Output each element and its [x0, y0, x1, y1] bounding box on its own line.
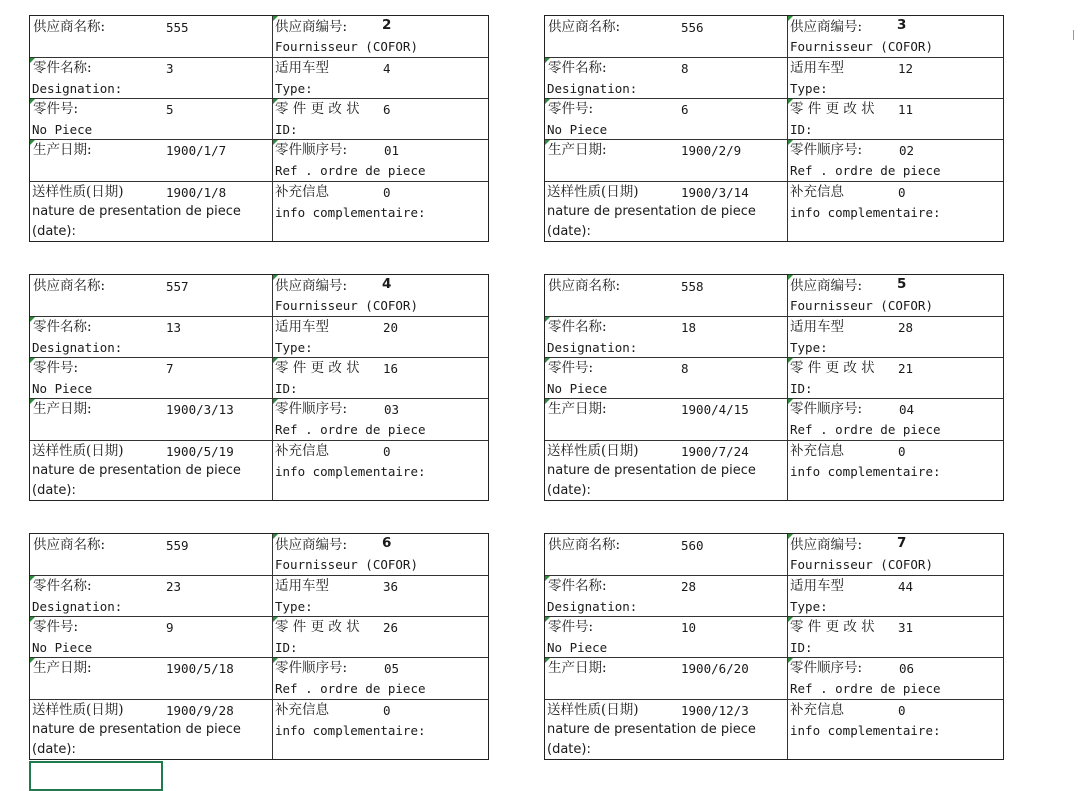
- cofor-label[interactable]: Fournisseur (COFOR): [790, 557, 933, 572]
- part-no-label[interactable]: 零件号:: [33, 360, 79, 376]
- row-divider: [545, 575, 1003, 576]
- change-state-label[interactable]: 零 件 更 改 状: [275, 619, 360, 635]
- part-name-value[interactable]: 13: [166, 320, 182, 335]
- supplier-name-label[interactable]: 供应商名称:: [548, 537, 621, 553]
- comment-indicator-icon: [788, 617, 793, 622]
- part-order-value[interactable]: 04: [899, 402, 915, 417]
- comment-indicator-icon: [788, 658, 793, 663]
- column-divider: [787, 275, 788, 500]
- part-no-value[interactable]: 10: [681, 620, 697, 635]
- comment-indicator-icon: [30, 576, 35, 581]
- supplier-code-label[interactable]: 供应商编号:: [790, 19, 863, 35]
- comment-indicator-icon: [273, 16, 278, 21]
- comment-indicator-icon: [273, 358, 278, 363]
- part-no-label[interactable]: 零件号:: [548, 360, 594, 376]
- row-divider: [30, 316, 488, 317]
- supplier-name-label[interactable]: 供应商名称:: [548, 278, 621, 294]
- vehicle-type-value[interactable]: 20: [383, 320, 399, 335]
- date-label[interactable]: (date):: [32, 224, 76, 239]
- column-divider: [272, 275, 273, 500]
- row-divider: [30, 57, 488, 58]
- production-date-label[interactable]: 生产日期:: [33, 401, 92, 417]
- date-label[interactable]: (date):: [547, 742, 591, 757]
- id-label[interactable]: ID:: [275, 381, 298, 396]
- extra-info-label[interactable]: 补充信息: [275, 184, 329, 200]
- nature-presentation-label[interactable]: nature de presentation de piece: [32, 204, 241, 219]
- comment-indicator-icon: [788, 140, 793, 145]
- vehicle-type-value[interactable]: 28: [898, 320, 914, 335]
- cofor-label[interactable]: Fournisseur (COFOR): [275, 298, 418, 313]
- change-state-value[interactable]: 6: [383, 102, 391, 117]
- part-name-label[interactable]: 零件名称:: [548, 60, 607, 76]
- sample-nature-label[interactable]: 送样性质(日期): [32, 184, 124, 200]
- row-divider: [30, 440, 488, 441]
- row-divider: [30, 575, 488, 576]
- part-order-value[interactable]: 06: [899, 661, 915, 676]
- row-divider: [545, 357, 1003, 358]
- sample-nature-label[interactable]: 送样性质(日期): [547, 443, 639, 459]
- sample-nature-label[interactable]: 送样性质(日期): [547, 184, 639, 200]
- comment-indicator-icon: [273, 658, 278, 663]
- ref-order-label[interactable]: Ref . ordre de piece: [790, 163, 941, 178]
- column-divider: [272, 534, 273, 759]
- production-date-value[interactable]: 1900/6/20: [681, 661, 749, 676]
- part-order-label[interactable]: 零件顺序号:: [790, 660, 863, 676]
- sample-nature-value[interactable]: 1900/5/19: [166, 444, 234, 459]
- comment-indicator-icon: [788, 275, 793, 280]
- supplier-name-value[interactable]: 558: [681, 279, 704, 294]
- supplier-name-value[interactable]: 556: [681, 20, 704, 35]
- part-no-label[interactable]: 零件号:: [548, 101, 594, 117]
- id-label[interactable]: ID:: [275, 122, 298, 137]
- cofor-label[interactable]: Fournisseur (COFOR): [790, 298, 933, 313]
- part-name-value[interactable]: 23: [166, 579, 182, 594]
- sample-label-card: [29, 15, 489, 242]
- supplier-name-value[interactable]: 557: [166, 279, 189, 294]
- info-complementaire-label[interactable]: info complementaire:: [790, 723, 941, 738]
- comment-indicator-icon: [273, 617, 278, 622]
- comment-indicator-icon: [273, 140, 278, 145]
- comment-indicator-icon: [788, 358, 793, 363]
- change-state-value[interactable]: 31: [898, 620, 914, 635]
- info-complementaire-label[interactable]: info complementaire:: [275, 723, 426, 738]
- row-divider: [30, 616, 488, 617]
- vehicle-type-label[interactable]: 适用车型: [790, 319, 844, 335]
- vehicle-type-value[interactable]: 44: [898, 579, 914, 594]
- supplier-code-label[interactable]: 供应商编号:: [275, 537, 348, 553]
- extra-info-label[interactable]: 补充信息: [790, 443, 844, 459]
- change-state-label[interactable]: 零 件 更 改 状: [790, 619, 875, 635]
- change-state-value[interactable]: 16: [383, 361, 399, 376]
- supplier-code-label[interactable]: 供应商编号:: [790, 278, 863, 294]
- no-piece-label[interactable]: No Piece: [547, 640, 608, 655]
- type-label[interactable]: Type:: [275, 599, 313, 614]
- comment-indicator-icon: [273, 399, 278, 404]
- row-divider: [545, 98, 1003, 99]
- sample-nature-label[interactable]: 送样性质(日期): [32, 443, 124, 459]
- cofor-label[interactable]: Fournisseur (COFOR): [275, 39, 418, 54]
- id-label[interactable]: ID:: [275, 640, 298, 655]
- no-piece-label[interactable]: No Piece: [547, 122, 608, 137]
- part-name-value[interactable]: 28: [681, 579, 697, 594]
- supplier-code-value[interactable]: 7: [897, 535, 907, 551]
- production-date-label[interactable]: 生产日期:: [548, 142, 607, 158]
- extra-info-value[interactable]: 0: [898, 703, 906, 718]
- ref-order-label[interactable]: Ref . ordre de piece: [275, 163, 426, 178]
- row-divider: [30, 98, 488, 99]
- part-order-value[interactable]: 02: [899, 143, 915, 158]
- info-complementaire-label[interactable]: info complementaire:: [790, 205, 941, 220]
- part-order-label[interactable]: 零件顺序号:: [790, 142, 863, 158]
- vehicle-type-value[interactable]: 4: [383, 61, 391, 76]
- comment-indicator-icon: [30, 99, 35, 104]
- supplier-code-value[interactable]: 4: [382, 276, 392, 292]
- sample-nature-label[interactable]: 送样性质(日期): [547, 702, 639, 718]
- sample-label-card: [29, 274, 489, 501]
- no-piece-label[interactable]: No Piece: [32, 640, 93, 655]
- comment-indicator-icon: [273, 99, 278, 104]
- vehicle-type-label[interactable]: 适用车型: [275, 319, 329, 335]
- supplier-name-value[interactable]: 560: [681, 538, 704, 553]
- row-divider: [30, 357, 488, 358]
- comment-indicator-icon: [545, 576, 550, 581]
- row-divider: [30, 398, 488, 399]
- extra-info-label[interactable]: 补充信息: [790, 702, 844, 718]
- extra-info-label[interactable]: 补充信息: [790, 184, 844, 200]
- production-date-label[interactable]: 生产日期:: [33, 142, 92, 158]
- row-divider: [545, 139, 1003, 140]
- production-date-value[interactable]: 1900/4/15: [681, 402, 749, 417]
- part-order-label[interactable]: 零件顺序号:: [790, 401, 863, 417]
- comment-indicator-icon: [273, 534, 278, 539]
- part-no-value[interactable]: 6: [681, 102, 689, 117]
- part-name-label[interactable]: 零件名称:: [33, 578, 92, 594]
- type-label[interactable]: Type:: [790, 81, 828, 96]
- designation-label[interactable]: Designation:: [547, 340, 638, 355]
- vehicle-type-value[interactable]: 36: [383, 579, 399, 594]
- row-divider: [545, 398, 1003, 399]
- part-no-label[interactable]: 零件号:: [548, 619, 594, 635]
- date-label[interactable]: (date):: [32, 483, 76, 498]
- info-complementaire-label[interactable]: info complementaire:: [275, 205, 426, 220]
- part-name-label[interactable]: 零件名称:: [548, 319, 607, 335]
- part-order-value[interactable]: 05: [384, 661, 400, 676]
- comment-indicator-icon: [788, 16, 793, 21]
- no-piece-label[interactable]: No Piece: [32, 122, 93, 137]
- sample-label-card: [29, 533, 489, 760]
- designation-label[interactable]: Designation:: [547, 81, 638, 96]
- part-no-value[interactable]: 7: [166, 361, 174, 376]
- comment-indicator-icon: [545, 99, 550, 104]
- change-state-label[interactable]: 零 件 更 改 状: [275, 360, 360, 376]
- production-date-value[interactable]: 1900/2/9: [681, 143, 742, 158]
- change-state-label[interactable]: 零 件 更 改 状: [790, 360, 875, 376]
- part-order-label[interactable]: 零件顺序号:: [275, 660, 348, 676]
- part-order-value[interactable]: 01: [384, 143, 400, 158]
- vehicle-type-label[interactable]: 适用车型: [790, 60, 844, 76]
- comment-indicator-icon: [545, 617, 550, 622]
- sample-nature-value[interactable]: 1900/7/24: [681, 444, 749, 459]
- comment-indicator-icon: [30, 658, 35, 663]
- production-date-value[interactable]: 1900/3/13: [166, 402, 234, 417]
- info-complementaire-label[interactable]: info complementaire:: [275, 464, 426, 479]
- column-divider: [272, 16, 273, 241]
- row-divider: [545, 316, 1003, 317]
- vehicle-type-label[interactable]: 适用车型: [275, 578, 329, 594]
- part-no-label[interactable]: 零件号:: [33, 619, 79, 635]
- part-name-label[interactable]: 零件名称:: [33, 60, 92, 76]
- vehicle-type-value[interactable]: 12: [898, 61, 914, 76]
- sample-nature-value[interactable]: 1900/12/3: [681, 703, 749, 718]
- part-name-value[interactable]: 3: [166, 61, 174, 76]
- row-divider: [545, 657, 1003, 658]
- extra-info-label[interactable]: 补充信息: [275, 702, 329, 718]
- production-date-value[interactable]: 1900/5/18: [166, 661, 234, 676]
- sample-nature-value[interactable]: 1900/3/14: [681, 185, 749, 200]
- column-edge-indicator: [1073, 30, 1080, 40]
- info-complementaire-label[interactable]: info complementaire:: [790, 464, 941, 479]
- nature-presentation-label[interactable]: nature de presentation de piece: [32, 722, 241, 737]
- designation-label[interactable]: Designation:: [547, 599, 638, 614]
- comment-indicator-icon: [545, 358, 550, 363]
- supplier-code-value[interactable]: 2: [382, 17, 392, 33]
- row-divider: [545, 57, 1003, 58]
- designation-label[interactable]: Designation:: [32, 340, 123, 355]
- type-label[interactable]: Type:: [275, 340, 313, 355]
- comment-indicator-icon: [545, 658, 550, 663]
- date-label[interactable]: (date):: [32, 742, 76, 757]
- id-label[interactable]: ID:: [790, 381, 813, 396]
- change-state-value[interactable]: 11: [898, 102, 914, 117]
- supplier-name-value[interactable]: 555: [166, 20, 189, 35]
- date-label[interactable]: (date):: [547, 224, 591, 239]
- no-piece-label[interactable]: No Piece: [32, 381, 93, 396]
- row-divider: [545, 699, 1003, 700]
- date-label[interactable]: (date):: [547, 483, 591, 498]
- sample-label-card: [544, 15, 1004, 242]
- designation-label[interactable]: Designation:: [32, 81, 123, 96]
- row-divider: [30, 139, 488, 140]
- designation-label[interactable]: Designation:: [32, 599, 123, 614]
- cofor-label[interactable]: Fournisseur (COFOR): [790, 39, 933, 54]
- change-state-value[interactable]: 21: [898, 361, 914, 376]
- sample-nature-value[interactable]: 1900/9/28: [166, 703, 234, 718]
- row-divider: [545, 181, 1003, 182]
- part-no-value[interactable]: 9: [166, 620, 174, 635]
- comment-indicator-icon: [30, 399, 35, 404]
- sample-nature-value[interactable]: 1900/1/8: [166, 185, 227, 200]
- production-date-value[interactable]: 1900/1/7: [166, 143, 227, 158]
- extra-info-value[interactable]: 0: [383, 703, 391, 718]
- comment-indicator-icon: [545, 58, 550, 63]
- vehicle-type-label[interactable]: 适用车型: [790, 578, 844, 594]
- id-label[interactable]: ID:: [790, 122, 813, 137]
- type-label[interactable]: Type:: [790, 599, 828, 614]
- nature-presentation-label[interactable]: nature de presentation de piece: [32, 463, 241, 478]
- supplier-code-value[interactable]: 6: [382, 535, 392, 551]
- type-label[interactable]: Type:: [790, 340, 828, 355]
- sample-label-card: [544, 274, 1004, 501]
- supplier-name-label[interactable]: 供应商名称:: [33, 537, 106, 553]
- supplier-code-value[interactable]: 3: [897, 17, 907, 33]
- change-state-label[interactable]: 零 件 更 改 状: [275, 101, 360, 117]
- supplier-name-label[interactable]: 供应商名称:: [33, 278, 106, 294]
- cofor-label[interactable]: Fournisseur (COFOR): [275, 557, 418, 572]
- part-name-label[interactable]: 零件名称:: [33, 319, 92, 335]
- extra-info-value[interactable]: 0: [383, 185, 391, 200]
- type-label[interactable]: Type:: [275, 81, 313, 96]
- comment-indicator-icon: [30, 140, 35, 145]
- supplier-code-label[interactable]: 供应商编号:: [790, 537, 863, 553]
- part-name-value[interactable]: 18: [681, 320, 697, 335]
- row-divider: [545, 440, 1003, 441]
- column-divider: [787, 16, 788, 241]
- row-divider: [545, 616, 1003, 617]
- change-state-label[interactable]: 零 件 更 改 状: [790, 101, 875, 117]
- part-name-value[interactable]: 8: [681, 61, 689, 76]
- ref-order-label[interactable]: Ref . ordre de piece: [275, 681, 426, 696]
- production-date-label[interactable]: 生产日期:: [548, 660, 607, 676]
- supplier-code-value[interactable]: 5: [897, 276, 907, 292]
- comment-indicator-icon: [788, 534, 793, 539]
- comment-indicator-icon: [30, 617, 35, 622]
- row-divider: [30, 657, 488, 658]
- vehicle-type-label[interactable]: 适用车型: [275, 60, 329, 76]
- row-divider: [30, 181, 488, 182]
- comment-indicator-icon: [545, 317, 550, 322]
- part-name-label[interactable]: 零件名称:: [548, 578, 607, 594]
- column-divider: [787, 534, 788, 759]
- supplier-name-value[interactable]: 559: [166, 538, 189, 553]
- supplier-name-label[interactable]: 供应商名称:: [33, 19, 106, 35]
- sample-label-card: [544, 533, 1004, 760]
- part-order-label[interactable]: 零件顺序号:: [275, 401, 348, 417]
- comment-indicator-icon: [788, 399, 793, 404]
- extra-info-value[interactable]: 0: [383, 444, 391, 459]
- production-date-label[interactable]: 生产日期:: [33, 660, 92, 676]
- no-piece-label[interactable]: No Piece: [547, 381, 608, 396]
- supplier-code-label[interactable]: 供应商编号:: [275, 19, 348, 35]
- production-date-label[interactable]: 生产日期:: [548, 401, 607, 417]
- comment-indicator-icon: [30, 317, 35, 322]
- part-no-value[interactable]: 5: [166, 102, 174, 117]
- comment-indicator-icon: [545, 399, 550, 404]
- comment-indicator-icon: [545, 140, 550, 145]
- part-no-value[interactable]: 8: [681, 361, 689, 376]
- change-state-value[interactable]: 26: [383, 620, 399, 635]
- ref-order-label[interactable]: Ref . ordre de piece: [790, 681, 941, 696]
- row-divider: [30, 699, 488, 700]
- id-label[interactable]: ID:: [790, 640, 813, 655]
- ref-order-label[interactable]: Ref . ordre de piece: [275, 422, 426, 437]
- comment-indicator-icon: [788, 99, 793, 104]
- supplier-name-label[interactable]: 供应商名称:: [548, 19, 621, 35]
- nature-presentation-label[interactable]: nature de presentation de piece: [547, 722, 756, 737]
- extra-info-label[interactable]: 补充信息: [275, 443, 329, 459]
- extra-info-value[interactable]: 0: [898, 185, 906, 200]
- comment-indicator-icon: [30, 358, 35, 363]
- part-order-value[interactable]: 03: [384, 402, 400, 417]
- nature-presentation-label[interactable]: nature de presentation de piece: [547, 204, 756, 219]
- part-no-label[interactable]: 零件号:: [33, 101, 79, 117]
- part-order-label[interactable]: 零件顺序号:: [275, 142, 348, 158]
- sample-nature-label[interactable]: 送样性质(日期): [32, 702, 124, 718]
- comment-indicator-icon: [273, 275, 278, 280]
- supplier-code-label[interactable]: 供应商编号:: [275, 278, 348, 294]
- nature-presentation-label[interactable]: nature de presentation de piece: [547, 463, 756, 478]
- comment-indicator-icon: [30, 58, 35, 63]
- selected-cell[interactable]: [29, 761, 163, 791]
- ref-order-label[interactable]: Ref . ordre de piece: [790, 422, 941, 437]
- extra-info-value[interactable]: 0: [898, 444, 906, 459]
